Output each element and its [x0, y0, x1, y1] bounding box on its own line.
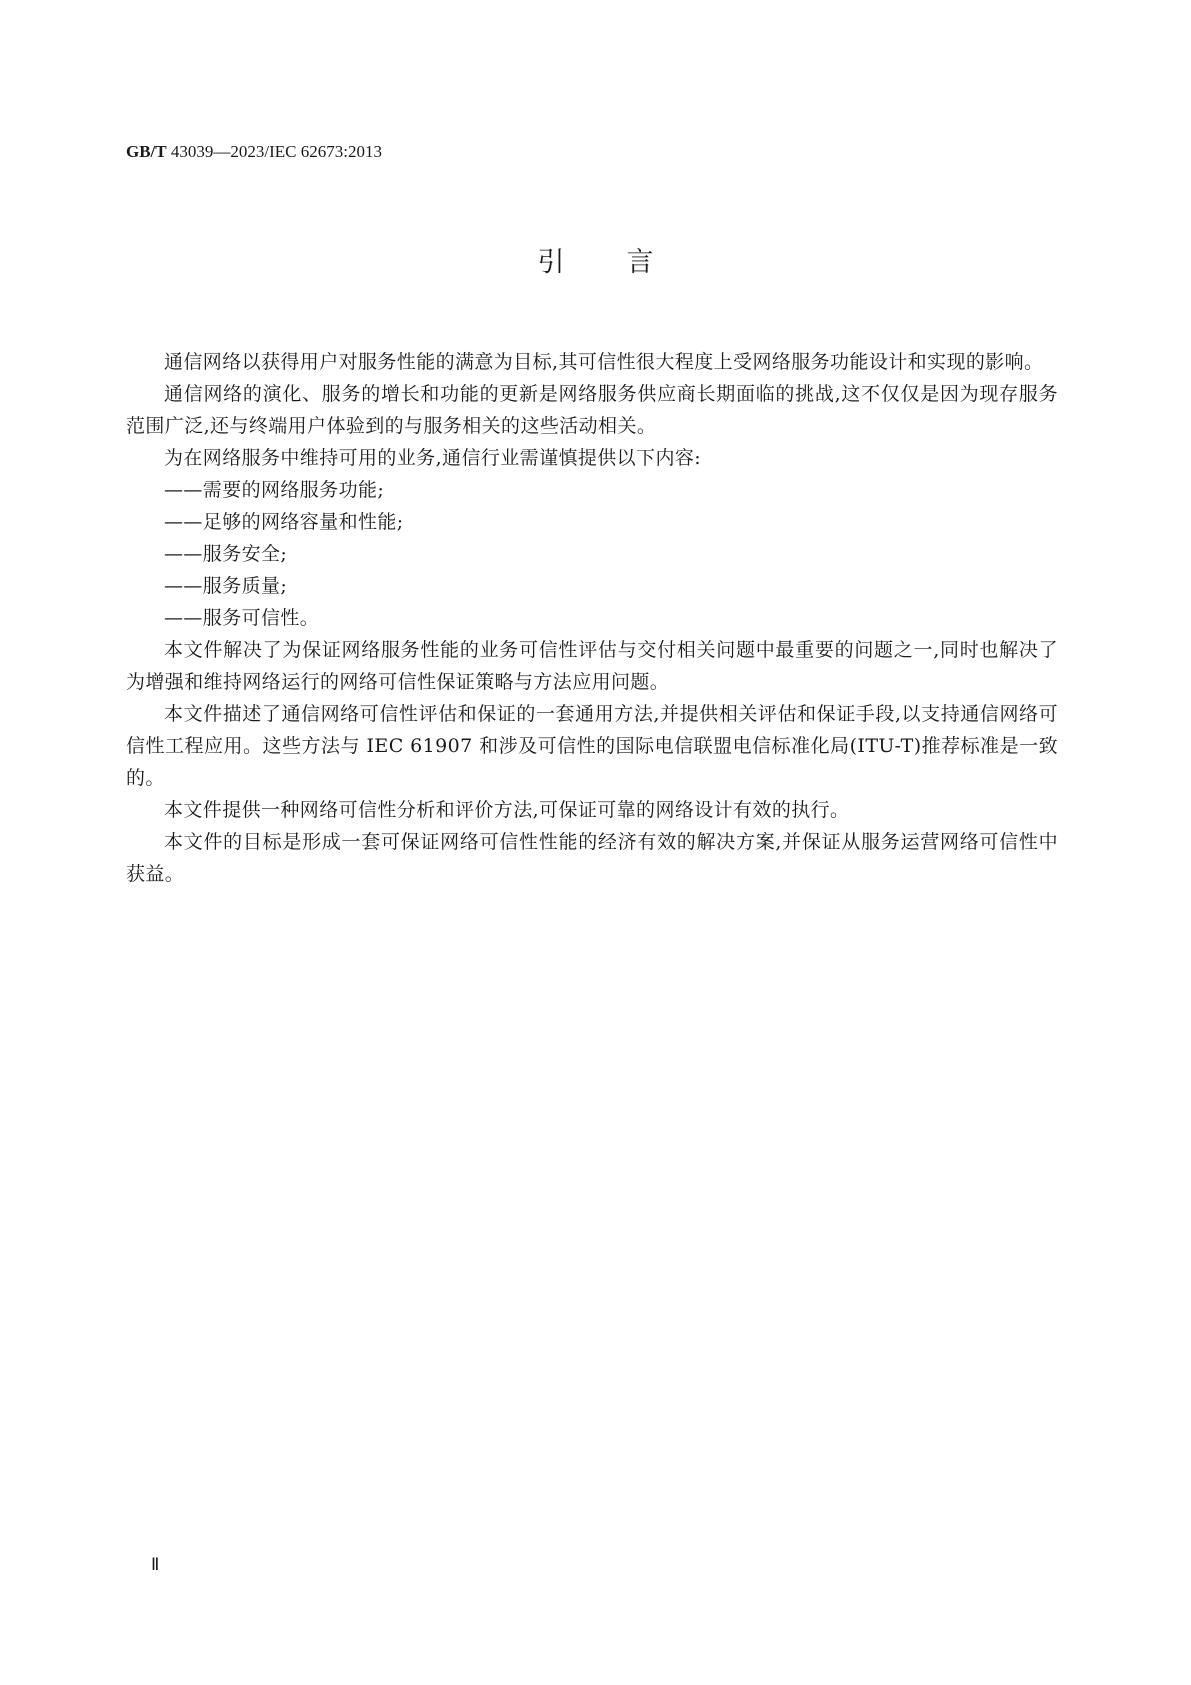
- list-item: ——需要的网络服务功能;: [164, 479, 385, 501]
- list-item: ——足够的网络容量和性能;: [164, 511, 404, 533]
- list-item: ——服务可信性。: [164, 607, 320, 629]
- page-number: Ⅱ: [151, 1555, 160, 1574]
- paragraph-2: 通信网络的演化、服务的增长和功能的更新是网络服务供应商长期面临的挑战,这不仅仅是因为现存服务范围广泛,还与终端用户体验到的与服务相关的这些活动相关。: [126, 383, 1058, 437]
- list-item: ——服务质量;: [164, 575, 288, 597]
- paragraph-5: 本文件描述了通信网络可信性评估和保证的一套通用方法,并提供相关评估和保证手段,以支持通信网络可信性工程应用。这些方法与 IEC 61907 和涉及可信性的国际电信联盟电信标准化局(ITU-T)推荐标准是一致的。: [126, 703, 1058, 789]
- section-title: 引言: [537, 247, 716, 278]
- paragraph-4: 本文件解决了为保证网络服务性能的业务可信性评估与交付相关问题中最重要的问题之一,同时也解决了为增强和维持网络运行的网络可信性保证策略与方法应用问题。: [126, 639, 1058, 693]
- standard-code-number: 43039—2023/IEC 62673:2013: [166, 142, 382, 161]
- body-text: [126, 346, 1058, 890]
- paragraph-3: 为在网络服务中维持可用的业务,通信行业需谨慎提供以下内容:: [164, 447, 702, 469]
- standard-code: [126, 142, 382, 162]
- paragraph-6: 本文件提供一种网络可信性分析和评价方法,可保证可靠的网络设计有效的执行。: [164, 799, 850, 821]
- paragraph-1: 通信网络以获得用户对服务性能的满意为目标,其可信性很大程度上受网络服务功能设计和实现的影响。: [164, 351, 1044, 373]
- list-item: ——服务安全;: [164, 543, 288, 565]
- standard-code-prefix: GB/T: [126, 142, 167, 161]
- paragraph-7: 本文件的目标是形成一套可保证网络可信性性能的经济有效的解决方案,并保证从服务运营网络可信性中获益。: [126, 831, 1058, 885]
